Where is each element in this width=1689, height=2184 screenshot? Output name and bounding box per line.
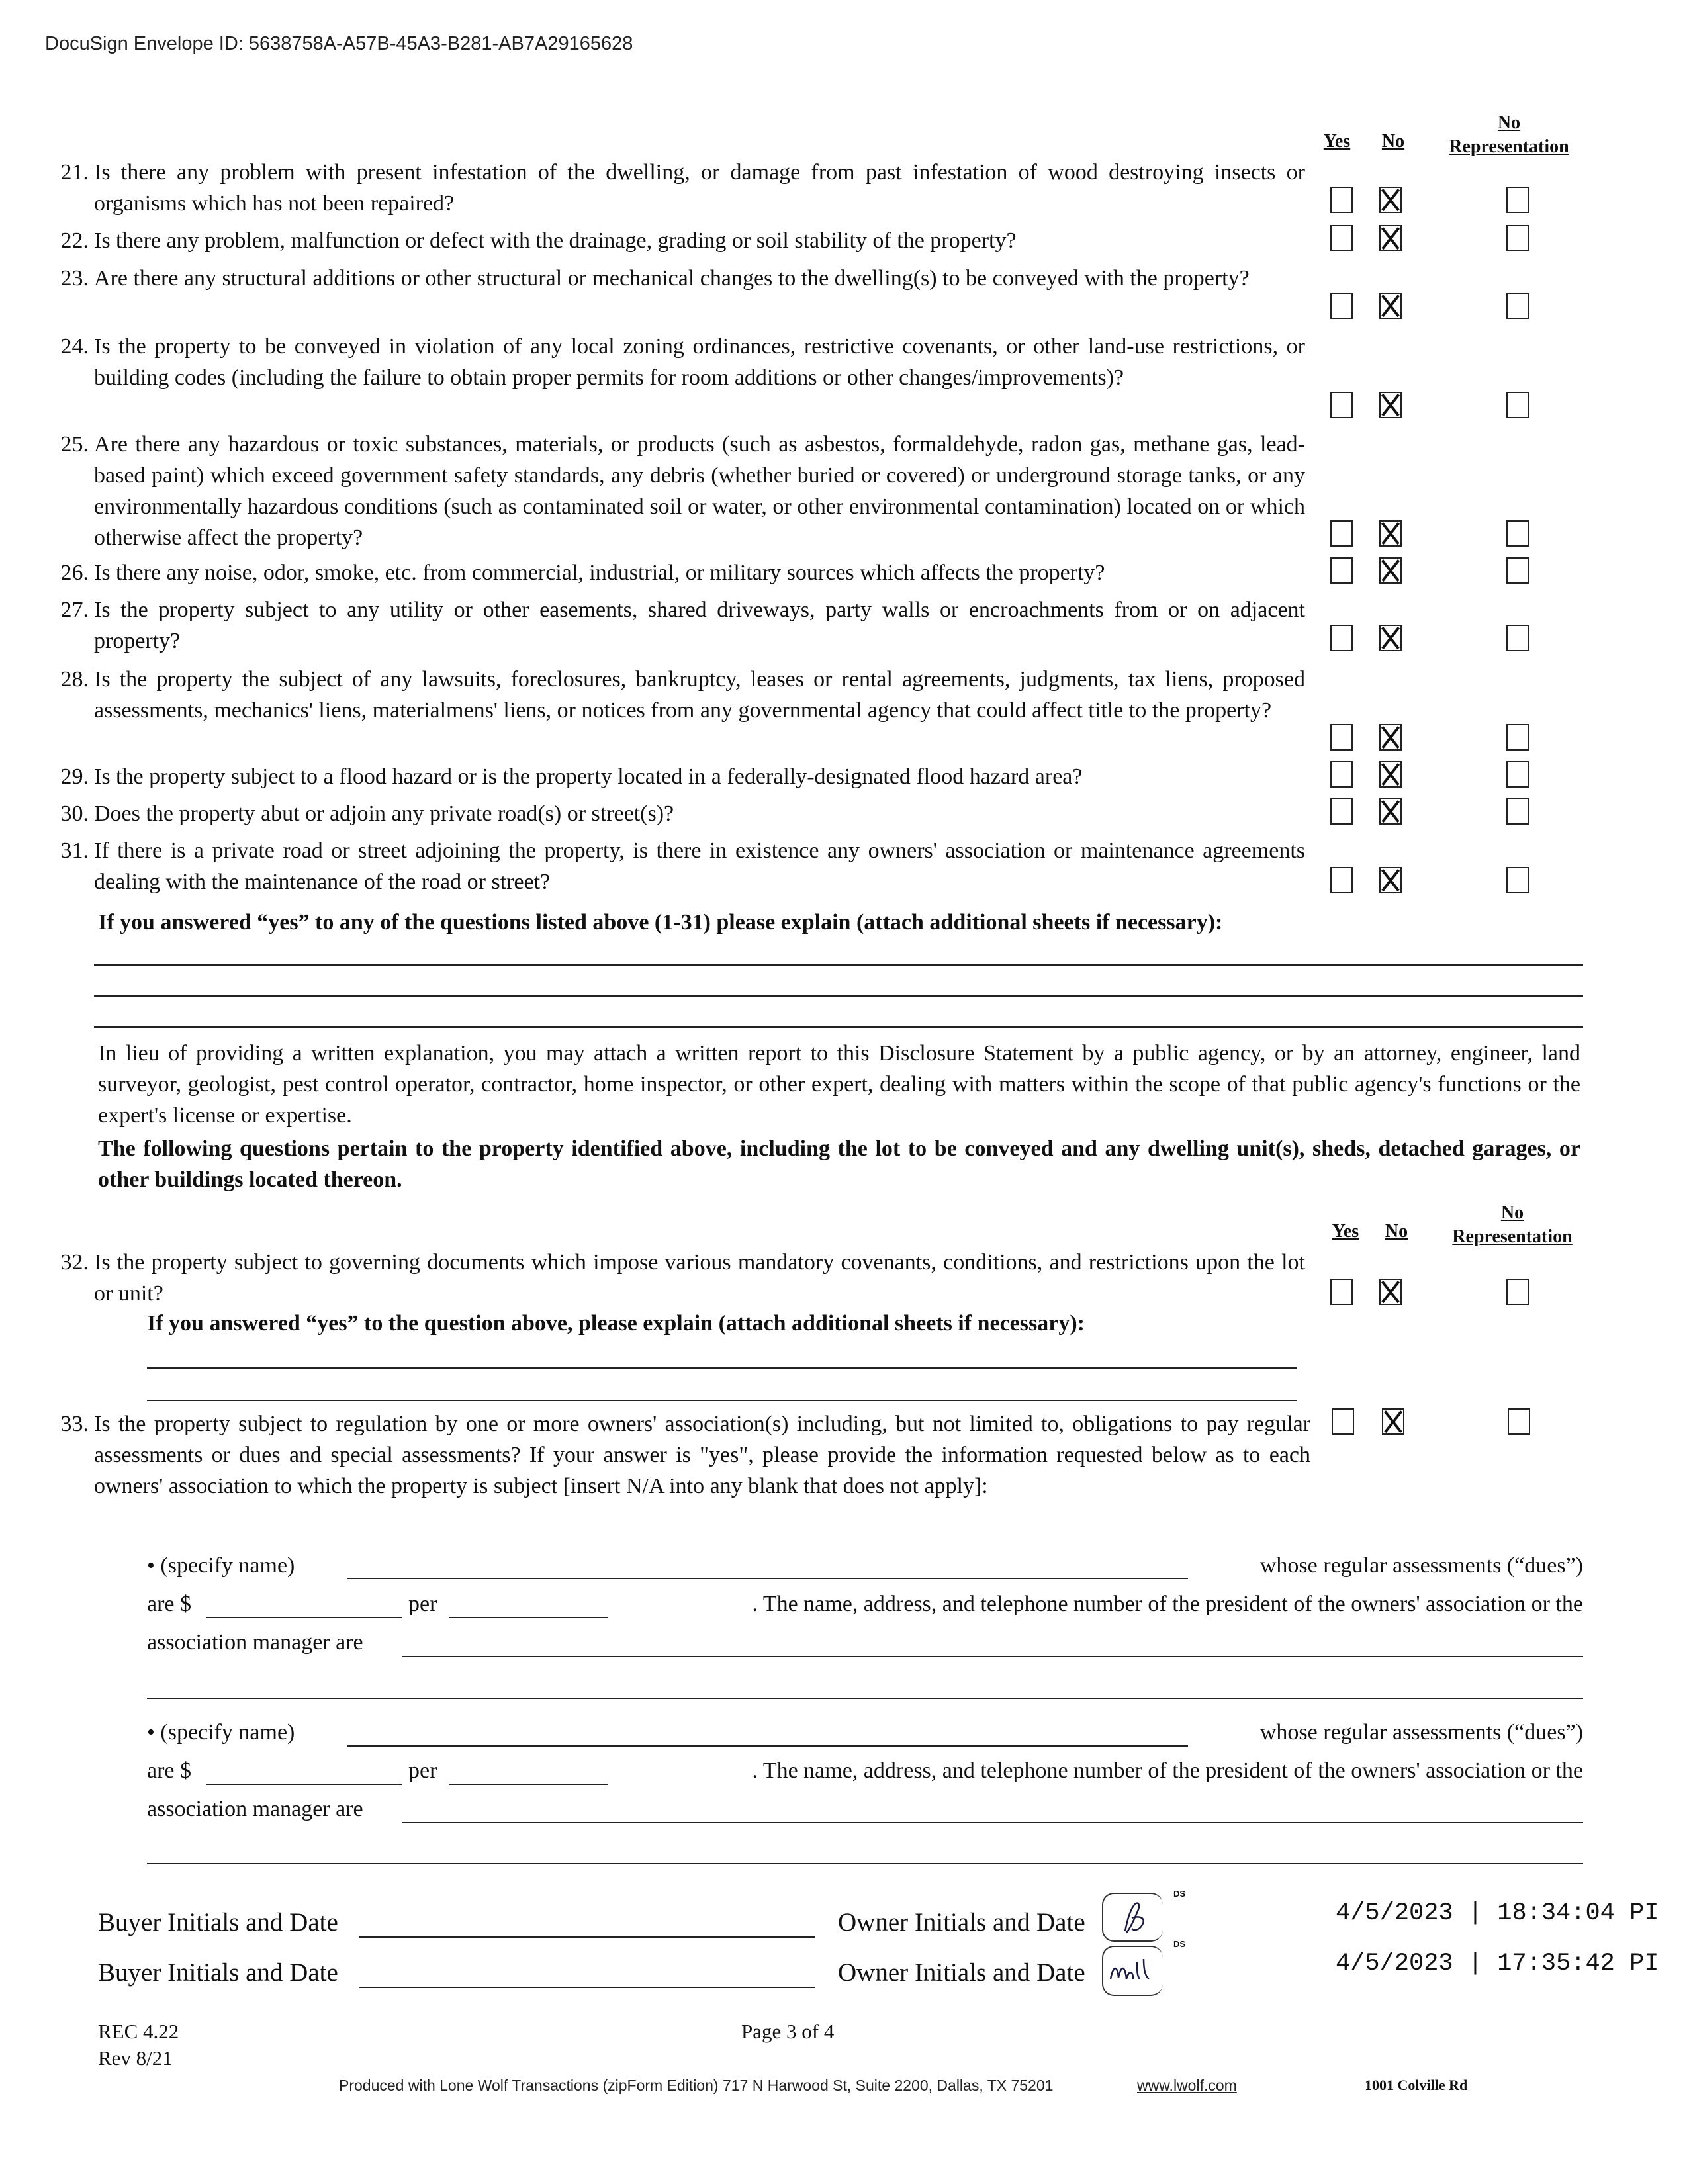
q25-no-checkbox[interactable]	[1379, 520, 1402, 547]
assoc2-name-field[interactable]	[347, 1745, 1188, 1747]
explain-line-3[interactable]	[94, 1026, 1583, 1028]
question-26	[60, 557, 1305, 588]
question-25	[60, 429, 1305, 553]
question-27	[60, 594, 1305, 657]
owner-initials-label-2: Owner Initials and Date	[838, 1958, 1085, 1987]
q28-no-rep-checkbox[interactable]	[1506, 724, 1529, 751]
question-28	[60, 664, 1305, 726]
q27-no-checkbox[interactable]	[1379, 625, 1402, 651]
assoc2-are-dollar-label: are $	[147, 1758, 192, 1783]
owner-initials-signature-1	[1105, 1898, 1165, 1938]
no-rep-line1: No	[1497, 113, 1521, 133]
form-number: REC 4.22	[98, 2020, 179, 2043]
q29-no-checkbox[interactable]	[1379, 761, 1402, 788]
q22-no-checkbox[interactable]	[1379, 225, 1402, 251]
yes-column-header: Yes	[1323, 131, 1351, 152]
assoc2-manager-field-2[interactable]	[147, 1863, 1583, 1864]
q27-no-rep-checkbox[interactable]	[1506, 625, 1529, 651]
question-number: 26.	[60, 561, 89, 585]
question-number: 32.	[60, 1250, 89, 1275]
assoc2-per-period-field[interactable]	[449, 1784, 608, 1785]
ds-tag-1: DS	[1173, 1889, 1186, 1899]
no-representation-header-2	[1433, 1201, 1592, 1249]
question-text: Is there any problem, malfunction or defect with the drainage, grading or soil stability of the property?	[94, 228, 1017, 253]
q32-yes-checkbox[interactable]	[1330, 1279, 1353, 1305]
question-29	[60, 761, 1305, 792]
q30-no-rep-checkbox[interactable]	[1506, 798, 1529, 825]
question-number: 25.	[60, 432, 89, 457]
following-questions-heading: The following questions pertain to the property identified above, including the lot to be conveyed and any dwelling unit(s), sheds, detached garages, or other buildings located thereon.	[98, 1136, 1580, 1192]
q24-no-checkbox[interactable]	[1379, 392, 1402, 418]
explain-1-31-label: If you answered “yes” to any of the questions listed above (1-31) please explain (attach additional sheets if necessary):	[98, 910, 1223, 934]
assoc1-whose-dues-label: whose regular assessments (“dues”)	[1259, 1553, 1583, 1578]
assoc1-manager-field-2[interactable]	[147, 1698, 1583, 1699]
question-number: 21.	[60, 160, 89, 185]
form-revision: Rev 8/21	[98, 2046, 173, 2070]
question-32	[60, 1247, 1305, 1309]
q21-no-rep-checkbox[interactable]	[1506, 187, 1529, 213]
question-number: 27.	[60, 598, 89, 622]
question-number: 29.	[60, 764, 89, 789]
question-text: Is the property to be conveyed in violation of any local zoning ordinances, restrictive covenants, or other land-use restrictions, or building codes (including the failure to obtain proper permits for room additions or other changes/improvements)?	[94, 334, 1305, 390]
explain-line-1[interactable]	[94, 964, 1583, 966]
question-text: Are there any hazardous or toxic substances, materials, or products (such as asbestos, formaldehyde, radon gas, methane gas, lead-based paint) which exceed government safety standards, any debris (whether buried or covered) or underground storage tanks, or any environmentally hazardous conditions (such as contaminated soil or water, or other environmental contamination) located on or which otherwise affect the property?	[94, 432, 1305, 550]
owner-initials-signature-2	[1107, 1952, 1173, 1992]
question-text: Is the property the subject of any lawsuits, foreclosures, bankruptcy, leases or rental agreements, judgments, tax liens, proposed assessments, mechanics' liens, materialmens' liens, or notices from any governmental agency that could affect title to the property?	[94, 667, 1305, 723]
no-rep-line2: Representation	[1449, 136, 1569, 157]
q21-no-checkbox[interactable]	[1379, 187, 1402, 213]
assoc1-per-period-field[interactable]	[449, 1617, 608, 1618]
assoc2-name-address-text: . The name, address, and telephone number of the president of the owners' association or the	[752, 1758, 1583, 1783]
question-33	[60, 1408, 1310, 1502]
q23-yes-checkbox[interactable]	[1330, 293, 1353, 319]
q31-no-checkbox[interactable]	[1379, 867, 1402, 893]
q32-no-checkbox[interactable]	[1379, 1279, 1402, 1305]
lwolf-link[interactable]: www.lwolf.com	[1137, 2077, 1237, 2094]
q25-no-rep-checkbox[interactable]	[1506, 520, 1529, 547]
q27-yes-checkbox[interactable]	[1330, 625, 1353, 651]
q33-no-rep-checkbox[interactable]	[1508, 1408, 1530, 1435]
assoc1-manager-field[interactable]	[402, 1656, 1583, 1657]
buyer-initials-label-1: Buyer Initials and Date	[98, 1908, 338, 1936]
property-address-footer: 1001 Colville Rd	[1365, 2077, 1468, 2093]
no-rep-line1: No	[1500, 1203, 1524, 1223]
q22-yes-checkbox[interactable]	[1330, 225, 1353, 251]
buyer-initials-label-2: Buyer Initials and Date	[98, 1958, 338, 1987]
q24-yes-checkbox[interactable]	[1330, 392, 1353, 418]
assoc1-name-field[interactable]	[347, 1578, 1188, 1579]
explain-32-line-1[interactable]	[147, 1367, 1297, 1369]
assoc1-specify-name-label: • (specify name)	[147, 1553, 295, 1578]
question-number: 24.	[60, 334, 89, 359]
no-rep-line2: Representation	[1452, 1226, 1573, 1247]
buyer-initials-field-2[interactable]	[359, 1987, 815, 1988]
assoc2-whose-dues-label: whose regular assessments (“dues”)	[1259, 1720, 1583, 1745]
explain-line-2[interactable]	[94, 995, 1583, 997]
owner-date-2: 4/5/2023 | 17:35:42 PI	[1336, 1950, 1659, 1978]
q31-no-rep-checkbox[interactable]	[1506, 867, 1529, 893]
q29-yes-checkbox[interactable]	[1330, 761, 1353, 788]
question-21	[60, 157, 1305, 219]
assoc1-manager-label: association manager are	[147, 1630, 363, 1655]
question-text: Is the property subject to regulation by one or more owners' association(s) including, but not limited to, obligations to pay regular assessments or dues and special assessments? If your answer is "yes", please provide the information requested below as to each owners' association to which the property is subject [insert N/A into any blank that does not apply]:	[94, 1412, 1310, 1498]
explain-32-label: If you answered “yes” to the question above, please explain (attach additional sheets if necessary):	[147, 1311, 1085, 1336]
assoc2-manager-field[interactable]	[402, 1822, 1583, 1823]
question-23	[60, 263, 1305, 294]
question-text: Are there any structural additions or other structural or mechanical changes to the dwelling(s) to be conveyed with the property?	[94, 266, 1250, 291]
yes-column-header-2: Yes	[1332, 1221, 1359, 1242]
assoc1-dues-amount-field[interactable]	[206, 1617, 402, 1618]
page-number: Page 3 of 4	[741, 2020, 835, 2043]
question-24	[60, 331, 1305, 393]
q26-no-checkbox[interactable]	[1379, 557, 1402, 584]
question-number: 31.	[60, 839, 89, 863]
question-number: 30.	[60, 801, 89, 826]
q23-no-checkbox[interactable]	[1379, 293, 1402, 319]
assoc1-are-dollar-label: are $	[147, 1592, 192, 1616]
q22-no-rep-checkbox[interactable]	[1506, 225, 1529, 251]
question-text: Is there any noise, odor, smoke, etc. from commercial, industrial, or military sources which affects the property?	[94, 561, 1105, 585]
ds-tag-2: DS	[1173, 1939, 1186, 1949]
q25-yes-checkbox[interactable]	[1330, 520, 1353, 547]
question-22	[60, 225, 1305, 256]
q29-no-rep-checkbox[interactable]	[1506, 761, 1529, 788]
q26-yes-checkbox[interactable]	[1330, 557, 1353, 584]
explain-32-line-2[interactable]	[147, 1400, 1297, 1401]
question-text: Is the property subject to any utility or other easements, shared driveways, party walls or encroachments from or on adjacent property?	[94, 598, 1305, 653]
q24-no-rep-checkbox[interactable]	[1506, 392, 1529, 418]
assoc2-manager-label: association manager are	[147, 1797, 363, 1821]
question-30	[60, 798, 1305, 829]
question-text: Is the property subject to governing documents which impose various mandatory covenants, conditions, and restrictions upon the lot or unit?	[94, 1250, 1305, 1306]
q33-no-checkbox[interactable]	[1382, 1408, 1404, 1435]
produced-with-text: Produced with Lone Wolf Transactions (zipForm Edition) 717 N Harwood St, Suite 2200, Dallas, TX 75201	[339, 2077, 1054, 2094]
buyer-initials-field-1[interactable]	[359, 1936, 815, 1938]
owner-date-1: 4/5/2023 | 18:34:04 PI	[1336, 1899, 1659, 1927]
no-representation-header	[1430, 111, 1588, 159]
q31-yes-checkbox[interactable]	[1330, 867, 1353, 893]
q28-no-checkbox[interactable]	[1379, 724, 1402, 751]
question-text: Is there any problem with present infestation of the dwelling, or damage from past infestation of wood destroying insects or organisms which has not been repaired?	[94, 160, 1305, 216]
envelope-id: DocuSign Envelope ID: 5638758A-A57B-45A3-B281-AB7A29165628	[45, 33, 633, 54]
in-lieu-paragraph: In lieu of providing a written explanation, you may attach a written report to this Disclosure Statement by a public agency, or by an attorney, engineer, land surveyor, geologist, pest control operator, contractor, home inspector, or other expert, dealing with matters within the scope of that public agency's functions or the expert's license or expertise.	[98, 1041, 1580, 1128]
assoc2-specify-name-label: • (specify name)	[147, 1720, 295, 1745]
q26-no-rep-checkbox[interactable]	[1506, 557, 1529, 584]
q32-no-rep-checkbox[interactable]	[1506, 1279, 1529, 1305]
question-number: 22.	[60, 228, 89, 253]
assoc1-name-address-text: . The name, address, and telephone number of the president of the owners' association or the	[752, 1592, 1583, 1616]
q33-yes-checkbox[interactable]	[1332, 1408, 1354, 1435]
no-column-header-2: No	[1385, 1221, 1408, 1242]
question-text: Does the property abut or adjoin any private road(s) or street(s)?	[94, 801, 674, 826]
question-number: 28.	[60, 667, 89, 692]
q23-no-rep-checkbox[interactable]	[1506, 293, 1529, 319]
question-text: If there is a private road or street adjoining the property, is there in existence any owners' association or maintenance agreements dealing with the maintenance of the road or street?	[94, 839, 1305, 894]
no-column-header: No	[1381, 131, 1405, 152]
q28-yes-checkbox[interactable]	[1330, 724, 1353, 751]
q21-yes-checkbox[interactable]	[1330, 187, 1353, 213]
question-number: 23.	[60, 266, 89, 291]
assoc2-dues-amount-field[interactable]	[206, 1784, 402, 1785]
owner-initials-label-1: Owner Initials and Date	[838, 1908, 1085, 1936]
assoc2-per-label: per	[408, 1758, 437, 1783]
q30-yes-checkbox[interactable]	[1330, 798, 1353, 825]
question-text: Is the property subject to a flood hazard or is the property located in a federally-designated flood hazard area?	[94, 764, 1083, 789]
question-number: 33.	[60, 1412, 89, 1436]
question-31	[60, 835, 1305, 897]
assoc1-per-label: per	[408, 1592, 437, 1616]
q30-no-checkbox[interactable]	[1379, 798, 1402, 825]
